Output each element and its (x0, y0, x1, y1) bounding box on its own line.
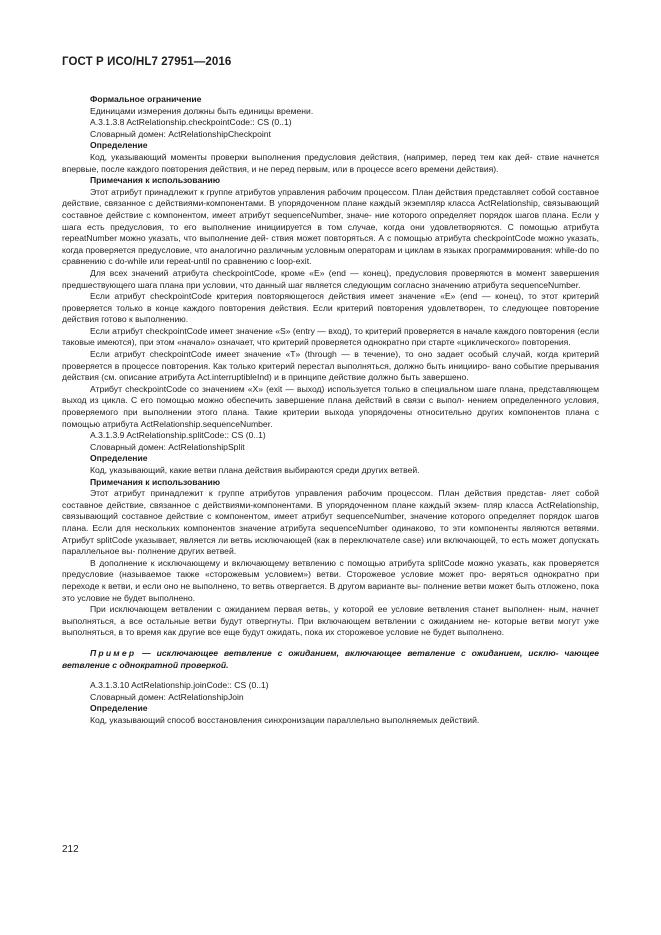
section-heading: Формальное ограничение (90, 94, 202, 104)
paragraph: Атрибут checkpointCode со значением «X» (exit — выход) используется только в специальном шаге плана, представляющем выход из цикла. С его помощью можно обеспечить завершение плана действий в связи с выпол- нением определенного условия, проверяемого при выполнении этого плана. Такие критерии выхода упорядочены относительно других компонентов плана с помощью атрибута ActRelationship.sequenceNumber. (62, 383, 599, 429)
section-heading: Определение (90, 453, 148, 464)
text-line: Словарный домен: ActRelationshipCheckpoint (90, 128, 271, 139)
example-label: Пример (90, 647, 137, 658)
example-text: — исключающее ветвление с ожиданием, включающее ветвление с ожиданием, исклю- чающее ветвление с однократной проверкой. (62, 647, 599, 670)
text-line: Единицами измерения должны быть единицы времени. (90, 105, 314, 116)
text-line: A.3.1.3.10 ActRelationship.joinCode:: CS (0..1) (90, 680, 269, 691)
paragraph: Если атрибут checkpointCode имеет значение «T» (through — в течение), то оно задает особый случай, когда критерий проверяется в процессе повторения. Как только критерий перестал выполняться, должно быть иницииро- вано событие прерывания действия (см. описание атрибута Act.interruptibleInd) и в принципе действие должно быть завершено. (62, 349, 599, 383)
section-heading: Определение (90, 703, 148, 714)
text-line: Код, указывающий способ восстановления синхронизации параллельно выполняемых действий. (90, 714, 480, 725)
section-heading: Примечания к использованию (90, 175, 221, 186)
text-line: Словарный домен: ActRelationshipJoin (90, 691, 244, 702)
text-line: Словарный домен: ActRelationshipSplit (90, 441, 245, 452)
page-title: ГОСТ Р ИСО/HL7 27951—2016 (62, 56, 232, 68)
document-body (62, 94, 599, 726)
tail-blocks (62, 680, 599, 726)
paragraph: При исключающем ветвлении с ожиданием первая ветвь, у которой ее условие ветвления станет выполнен- ным, начнет выполняться, а все остальные ветви будут отвергнуты. При включающем ветвлении с ожиданием не- которые ветви могут уже выполняться, в то время как другие все еще будут ожидать, пока их сторожевое условие не будет выполнено. (62, 604, 599, 638)
paragraph: Код, указывающий моменты проверки выполнения предусловия действия, (например, перед тем как дей- ствие начнется впервые, после каждого повторения действия, и не перед первым, или в процессе всего времени действия). (62, 151, 599, 174)
section-heading: Определение (90, 140, 148, 151)
page-number: 212 (62, 844, 79, 855)
paragraph: Этот атрибут принадлежит к группе атрибутов управления рабочим процессом. План действия представ- ляет собой составное действие, связанное с действиями-компонентами. В упорядоченном плане каждый экзем- пляр класса ActRelationship, связывающий составное действие с компонентом, имеет атрибут sequenceNumber, значение которого определяет порядок шагов плана. Если для нескольких компонентов значение атрибута sequenceNumber одинаково, то эти компоненты являются ветвями. Атрибут splitCode указывает, является ли ветвь исключающей (как в переключателе case) или включающей, то есть может допускать параллельное вы- полнение других ветвей. (62, 488, 599, 557)
section-heading: Примечания к использованию (90, 476, 221, 487)
paragraph: Для всех значений атрибута checkpointCode, кроме «E» (end — конец), предусловия проверяются в момент завершения предшествующего шага плана при условии, что данный шаг является следующим согласно значению атрибута sequenceNumber. (62, 267, 599, 290)
example-note (62, 648, 599, 671)
text-line: A.3.1.3.8 ActRelationship.checkpointCode:: CS (0..1) (90, 117, 292, 128)
text-line: A.3.1.3.9 ActRelationship.splitCode:: CS (0..1) (90, 430, 266, 441)
paragraph: Этот атрибут принадлежит к группе атрибутов управления рабочим процессом. План действия представляет собой составное действие, связанное с действиями-компонентами. В упорядоченном плане каждый экземпляр класса ActRelationship, связывающий составное действие с компонентом, имеет атрибут sequenceNumber, значе- ние которого определяет порядок шагов плана. Если у шага есть предусловия, то его выполнение инициируется в том случае, когда они удовлетворяются. С помощью атрибута repeatNumber можно указать, что выполнение дей- ствия может повторяться. А с помощью атрибута checkpointCode можно указать, когда проверяется предусловие, что аналогично различным условным операторам и циклам в языках программирования: while-do по сравнению с do-while или repeat-until по сравнению с loop-exit. (62, 186, 599, 267)
text-blocks (62, 94, 599, 639)
text-line: Код, указывающий, какие ветви плана действия выбираются среди других ветвей. (90, 465, 420, 475)
paragraph: В дополнение к исключающему и включающему ветвлению с помощью атрибута splitCode можно указать, как проверяется предусловие (называемое также «сторожевым условием») ветви. Сторожевое условие может про- веряться однократно при переходе к ветви, и если оно не выполнено, то ветвь отвергается. В другом варианте вы- полнение ветви может быть отложено, пока это условие не будет выполнено. (62, 557, 599, 603)
paragraph: Если атрибут checkpointCode имеет значение «S» (entry — вход), то критерий проверяется в начале каждого повторения (если таковые имеются), при этом «начало» означает, что критерий проверяется однократно при старте «циклического» повторения. (62, 325, 599, 348)
paragraph: Если атрибут checkpointCode критерия повторяющегося действия имеет значение «E» (end — конец), то этот критерий проверяется только в конце каждого повторения действия. Если критерий повторения удовлетворен, то следующее повторение действия готово к выполнению. (62, 291, 599, 325)
